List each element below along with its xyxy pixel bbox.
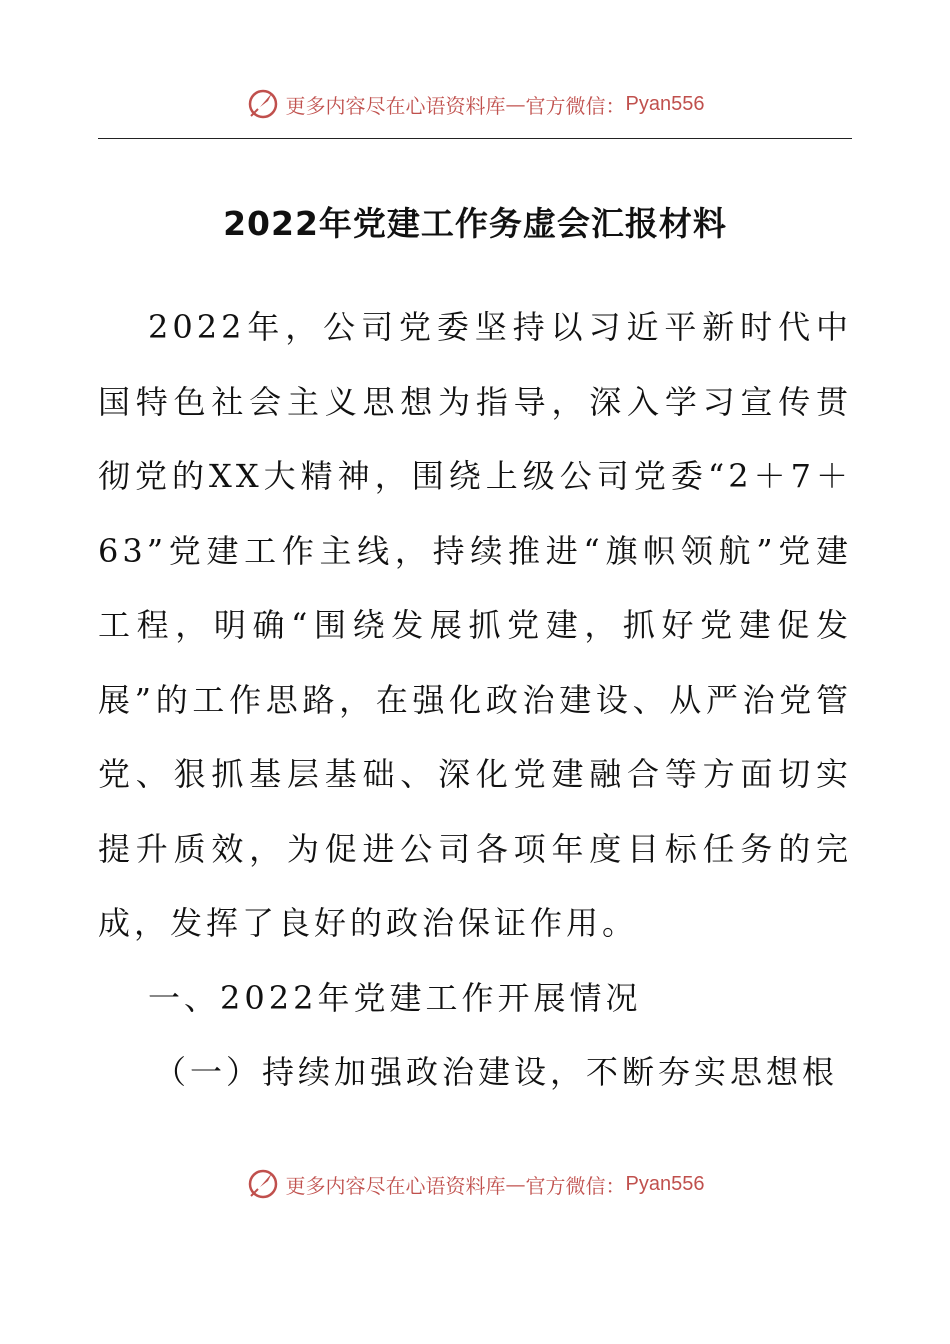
banner-separator: —: [505, 92, 526, 116]
subsection-heading: （一）持续加强政治建设，不断夯实思想根: [154, 1053, 839, 1091]
banner-wechat-label: 官方微信：: [525, 1173, 626, 1198]
header-banner: [0, 84, 950, 124]
feather-pen-logo-icon: [246, 1167, 280, 1201]
header-divider: [98, 138, 852, 139]
footer-banner: [0, 1164, 950, 1204]
banner-separator: —: [505, 1172, 526, 1196]
banner-wechat-id: Pyan556: [625, 1172, 705, 1195]
document-body: [98, 290, 852, 1110]
document-title: 2022年党建工作务虚会汇报材料: [223, 204, 727, 243]
banner-main-text: 更多内容尽在心语资料库: [285, 1173, 506, 1198]
body-paragraph: 2022年，公司党委坚持以习近平新时代中国特色社会主义思想为指导，深入学习宣传贯彻党的XX大精神，围绕上级公司党委“2＋7＋63”党建工作主线，持续推进“旗帜领航”党建工程，明确“围绕发展抓党建，抓好党建促发展”的工作思路，在强化政治建设、从严治党管党、狠抓基层基础、深化党建融合等方面切实提升质效，为促进公司各项年度目标任务的完成，发挥了良好的政治保证作用。: [98, 308, 852, 942]
section-heading: 一、2022年党建工作开展情况: [148, 978, 642, 1017]
banner-wechat-label: 官方微信：: [525, 93, 626, 118]
banner-wechat-id: Pyan556: [625, 92, 705, 115]
banner-main-text: 更多内容尽在心语资料库: [285, 93, 506, 118]
feather-pen-logo-icon: [246, 87, 280, 121]
